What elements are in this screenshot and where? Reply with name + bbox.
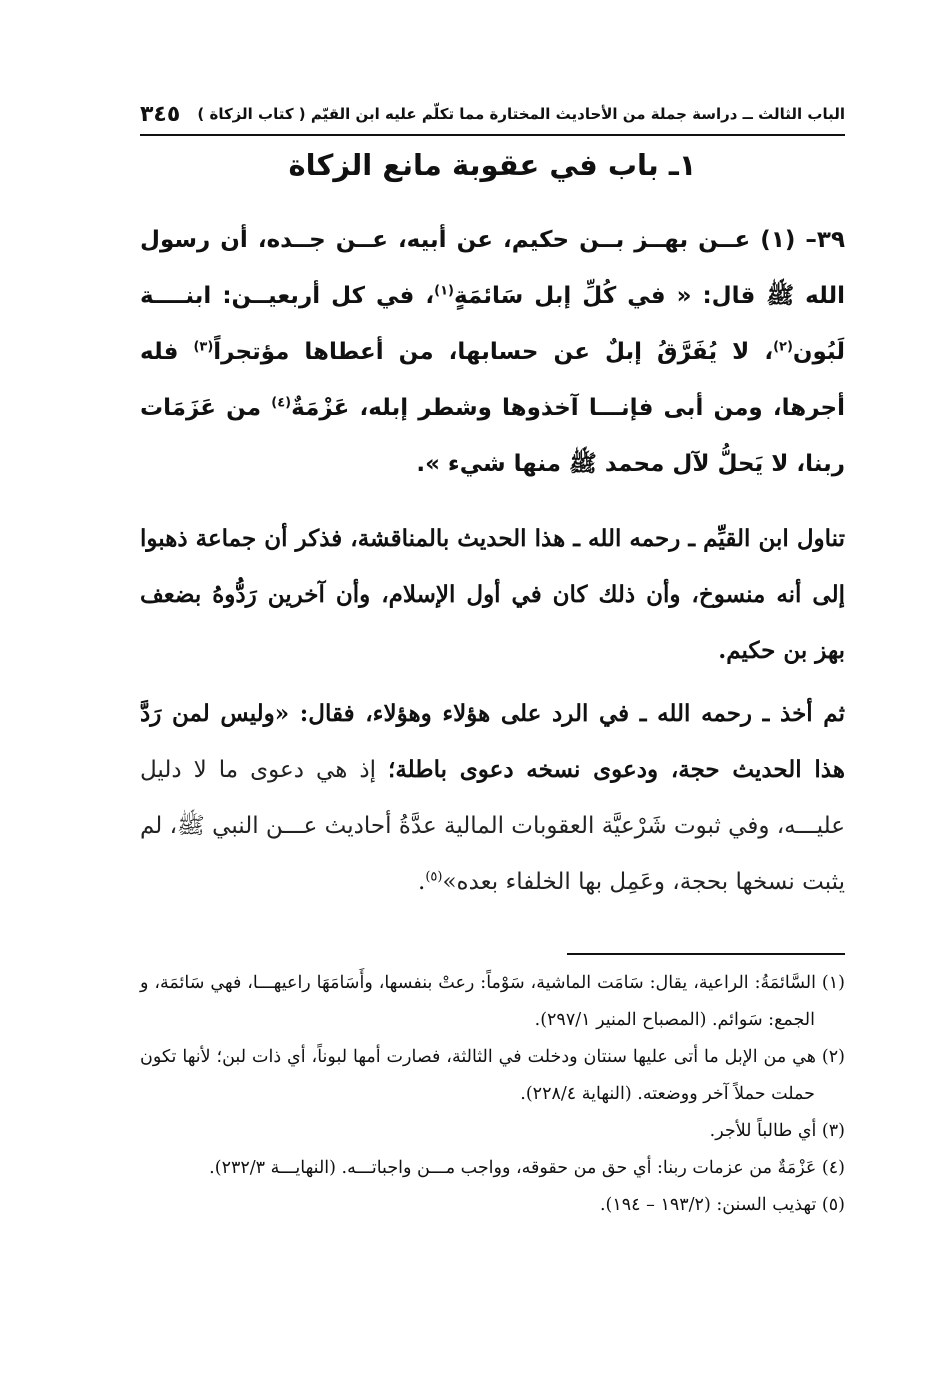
paragraph-discussion: تناول ابن القيِّم ـ رحمه الله ـ هذا الحديث بالمناقشة، فذكر أن جماعة ذهبوا إلى أنه منسوخ، وأن ذلك كان في أول الإسلام، وأن آخرين رَدُّوهُ بضعف بهز بن حكيم. xyxy=(140,525,845,664)
quote-light-text: إذ هي دعوى ما لا دليل عليـــه، وفي ثبوت شَرْعيَّة العقوبات المالية عدَّةُ أحاديث عـــن النبي ﷺ، لم يثبت نسخها بحجة، وعَمِل بها الخلفاء بعده» xyxy=(140,757,845,895)
hadith-line-2b: ، في كل أربعيــن: ابنــــة xyxy=(140,283,435,309)
hadith-line-5: لآل محمد ﷺ منها شيء ». xyxy=(416,451,710,477)
quote-end: . xyxy=(418,869,426,895)
footnote-5: (٥) تهذيب السنن: (١٩٣/٢ – ١٩٤). xyxy=(599,1195,845,1215)
hadith-line-4a: ومن أبى فإنـــا آخذوها وشطر إبله، عَزْمَةٌ xyxy=(291,395,763,421)
footnote-4: (٤) عَزْمَةٌ من عزمات ربنا: أي حق من حقوقه، وواجب مـــن واجباتـــه. (النهايـــة ٢٣٢/٣). xyxy=(209,1158,845,1178)
footnotes xyxy=(140,965,845,1224)
running-header xyxy=(140,94,845,136)
hadith-line-4b: من عَزَمَات ربنا، لا يَحلُّ xyxy=(140,395,845,477)
running-head-text: الباب الثالث ــ دراسة جملة من الأحاديث المختارة مما تكلّم عليه ابن القيّم ( كتاب الزكاة ) xyxy=(197,105,845,123)
footnote-ref-3[interactable]: (٣) xyxy=(193,339,214,355)
chapter-title: ١ـ باب في عقوبة مانع الزكاة xyxy=(288,148,697,182)
quote-bold-text: ثم أخذ ـ رحمه الله ـ في الرد على هؤلاء وهؤلاء، فقال: «وليس لمن رَدَّ هذا الحديث حجة، ودعوى نسخه دعوى باطلة؛ xyxy=(140,700,845,783)
paragraph-quote xyxy=(140,686,845,910)
hadith-line-3b: ، لا يُفَرَّقُ إبلٌ عن حسابها، من أعطاها مؤتجراً xyxy=(213,339,774,365)
footnote-2: (٢) هي من الإبل ما أتى عليها سنتان ودخلت في الثالثة، فصارت أمها لبوناً، أي ذات لبن؛ لأنها تكون حملت حملاً آخر ووضعته. (النهاية ٢٢٨/٤). xyxy=(140,1047,845,1104)
hadith-line-3c: فله أجرها، xyxy=(140,339,845,421)
footnote-ref-1[interactable]: (١) xyxy=(434,283,454,299)
footnote-ref-4[interactable]: (٤) xyxy=(271,395,292,411)
footnote-ref-5[interactable]: (٥) xyxy=(425,869,443,885)
footnote-1: (١) السَّائمَةُ: الراعية، يقال: سَامَت الماشية، سَوْماً: رعتْ بنفسها، وأَسَامَهَا راعيهـــا، فهي سَائمَة، و الجمع: سَوائم. (المصباح المنير ٢٩٧/١). xyxy=(140,973,845,1030)
page-number: ٣٤٥ xyxy=(140,101,181,127)
footnote-divider xyxy=(567,953,845,955)
footnote-3: (٣) أي طالباً للأجر. xyxy=(709,1121,845,1141)
hadith-line-1: ٣٩– (١) عــن بهــز بــن حكيم، عن أبيه، عــن جــده، أن xyxy=(220,227,845,253)
hadith-line-3a: لَبُون xyxy=(792,339,845,365)
hadith-line-2a: رسول الله ﷺ قال: « في كُلِّ إبل سَائمَةٍ xyxy=(140,227,845,309)
footnote-ref-2[interactable]: (٢) xyxy=(773,339,793,355)
hadith-text xyxy=(140,212,845,492)
